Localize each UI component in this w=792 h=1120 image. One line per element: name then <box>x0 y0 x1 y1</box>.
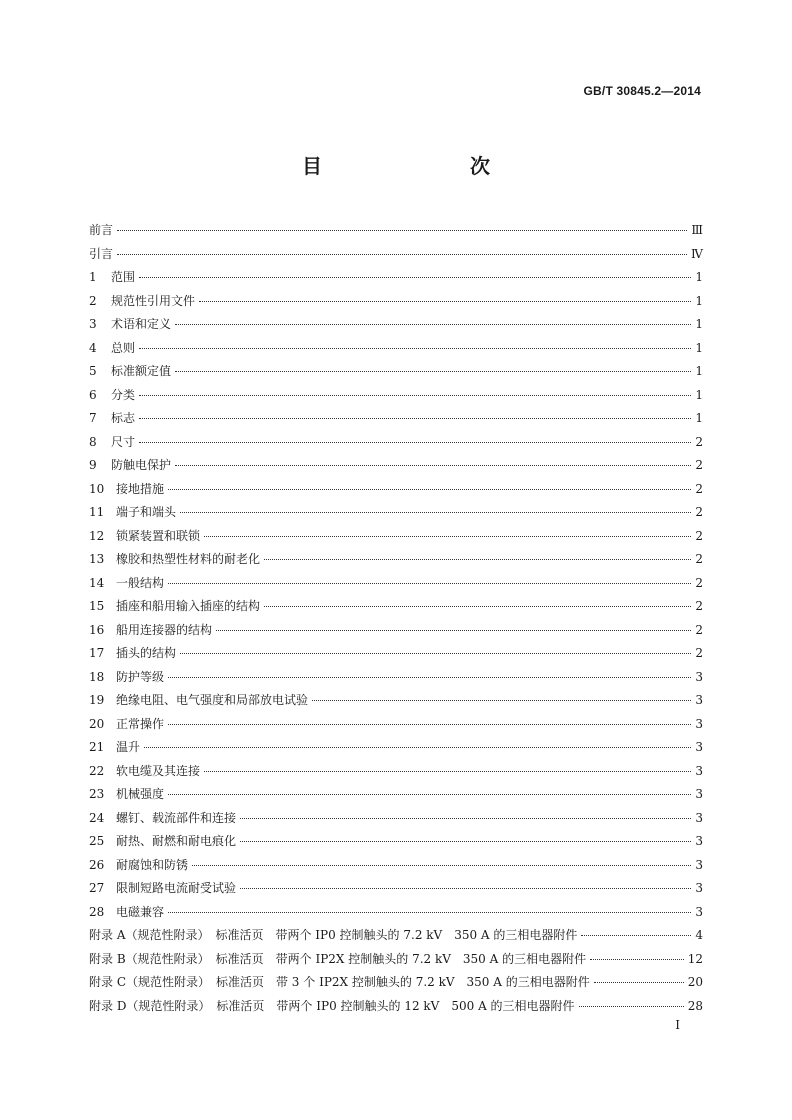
toc-entry-page: 2 <box>695 481 703 496</box>
dot-leader <box>139 418 691 419</box>
toc-entry[interactable] <box>89 783 703 807</box>
toc-entry[interactable] <box>89 642 703 666</box>
dot-leader <box>168 724 691 725</box>
toc-entry-label: 锁紧装置和联锁 <box>116 528 201 543</box>
toc-entry-page: 3 <box>695 763 703 778</box>
toc-entry-number: 20 <box>89 716 105 731</box>
toc-entry-number: 8 <box>89 434 97 449</box>
toc-entry-number: 15 <box>89 599 105 613</box>
toc-entry[interactable] <box>89 595 703 619</box>
toc-entry-number: 2 <box>89 293 97 308</box>
toc-entry-page: 1 <box>695 340 703 355</box>
dot-leader <box>240 841 691 842</box>
toc-entry-number: 24 <box>89 810 105 825</box>
toc-entry-label: 温升 <box>116 740 141 754</box>
toc-entry-label: 总则 <box>111 340 136 355</box>
toc-entry-label: 限制短路电流耐受试验 <box>116 881 237 895</box>
toc-entry-label: 耐热、耐燃和耐电痕化 <box>116 834 237 848</box>
dot-leader <box>117 254 687 255</box>
toc-entry-number: 22 <box>89 763 105 778</box>
toc-entry-label: 插座和船用输入插座的结构 <box>116 599 261 613</box>
toc-entry[interactable] <box>89 243 703 267</box>
toc-entry-label: 尺寸 <box>111 434 136 449</box>
dot-leader <box>590 959 684 960</box>
page-number: I <box>675 1018 680 1032</box>
toc-entry[interactable] <box>89 713 703 737</box>
toc-entry[interactable] <box>89 995 703 1019</box>
toc-entry[interactable] <box>89 407 703 431</box>
toc-entry-number: 28 <box>89 904 105 919</box>
toc-entry-label: 绝缘电阻、电气强度和局部放电试验 <box>116 693 309 707</box>
toc-entry-page: 2 <box>695 552 703 566</box>
dot-leader <box>180 512 691 513</box>
toc-entry-label: 附录 B（规范性附录） 标准活页 带两个 IP2X 控制触头的 7.2 kV 350 A 的三相电器附件 <box>89 951 587 966</box>
toc-entry[interactable] <box>89 971 703 995</box>
toc-entry[interactable] <box>89 337 703 361</box>
toc-entry-label: 接地措施 <box>116 481 165 496</box>
toc-entry[interactable] <box>89 431 703 455</box>
toc-entry[interactable] <box>89 548 703 572</box>
toc-entry-page: 2 <box>695 458 703 472</box>
dot-leader <box>139 348 691 349</box>
toc-entry-page: 3 <box>695 669 703 684</box>
toc-entry[interactable] <box>89 877 703 901</box>
toc-entry[interactable] <box>89 807 703 831</box>
toc-entry-page: Ⅲ <box>691 223 703 237</box>
toc-entry-label: 标志 <box>111 411 136 425</box>
toc-entry-label: 橡胶和热塑性材料的耐老化 <box>116 552 261 566</box>
toc-entry-label: 正常操作 <box>116 716 165 731</box>
toc-entry[interactable] <box>89 619 703 643</box>
dot-leader <box>168 489 691 490</box>
toc-entry-number: 3 <box>89 317 97 331</box>
toc-entry[interactable] <box>89 525 703 549</box>
toc-entry-label: 螺钉、载流部件和连接 <box>116 810 237 825</box>
toc-entry[interactable] <box>89 501 703 525</box>
toc-entry-number: 21 <box>89 740 105 754</box>
toc-entry-label: 一般结构 <box>116 575 165 590</box>
toc-entry-page: 3 <box>695 740 703 754</box>
toc-entry-page: Ⅳ <box>691 246 703 261</box>
toc-entry[interactable] <box>89 454 703 478</box>
toc-entry-number: 9 <box>89 458 97 472</box>
toc-entry-page: 2 <box>695 528 703 543</box>
toc-entry-number: 7 <box>89 411 97 425</box>
dot-leader <box>139 395 691 396</box>
toc-entry-number: 13 <box>89 552 105 566</box>
dot-leader <box>594 982 684 983</box>
toc-entry-page: 28 <box>687 998 703 1013</box>
dot-leader <box>204 771 691 772</box>
toc-entry-label: 耐腐蚀和防锈 <box>116 857 189 872</box>
toc-entry-page: 1 <box>695 317 703 331</box>
toc-entry-page: 2 <box>695 646 703 660</box>
toc-entry-page: 2 <box>695 575 703 590</box>
dot-leader <box>192 865 691 866</box>
toc-entry[interactable] <box>89 384 703 408</box>
toc-entry-page: 3 <box>695 834 703 848</box>
toc-entry-label: 防触电保护 <box>111 458 172 472</box>
toc-entry-page: 2 <box>695 434 703 449</box>
toc-entry[interactable] <box>89 290 703 314</box>
toc-entry-label: 附录 D（规范性附录） 标准活页 带两个 IP0 控制触头的 12 kV 500 A 的三相电器附件 <box>89 998 575 1013</box>
dot-leader <box>117 230 687 231</box>
toc-entry-number: 5 <box>89 364 97 378</box>
toc-entry-page: 3 <box>695 787 703 801</box>
dot-leader <box>216 630 691 631</box>
dot-leader <box>168 912 691 913</box>
dot-leader <box>240 888 691 889</box>
toc-entry[interactable] <box>89 572 703 596</box>
dot-leader <box>175 465 691 466</box>
dot-leader <box>168 794 691 795</box>
toc-entry-label: 电磁兼容 <box>116 904 165 919</box>
dot-leader <box>199 301 691 302</box>
dot-leader <box>144 747 691 748</box>
toc-entry-label: 端子和端头 <box>116 505 177 519</box>
table-of-contents <box>89 219 703 1018</box>
toc-entry-number: 6 <box>89 387 97 402</box>
toc-entry-label: 软电缆及其连接 <box>116 763 201 778</box>
toc-entry-page: 3 <box>695 810 703 825</box>
dot-leader <box>581 935 691 936</box>
toc-entry[interactable] <box>89 830 703 854</box>
dot-leader <box>139 442 691 443</box>
toc-entry-page: 4 <box>695 928 703 942</box>
dot-leader <box>204 536 691 537</box>
toc-entry[interactable] <box>89 266 703 290</box>
toc-entry-number: 17 <box>89 646 105 660</box>
dot-leader <box>168 583 691 584</box>
toc-entry[interactable] <box>89 948 703 972</box>
toc-entry-label: 前言 <box>89 223 114 237</box>
toc-entry[interactable] <box>89 666 703 690</box>
toc-entry-page: 3 <box>695 857 703 872</box>
dot-leader <box>139 277 691 278</box>
toc-entry-page: 3 <box>695 881 703 895</box>
toc-entry-label: 防护等级 <box>116 669 165 684</box>
toc-entry-page: 2 <box>695 599 703 613</box>
toc-entry-label: 标准额定值 <box>111 364 172 378</box>
dot-leader <box>579 1006 684 1007</box>
toc-entry-label: 机械强度 <box>116 787 165 801</box>
toc-entry-number: 19 <box>89 693 105 707</box>
toc-entry[interactable] <box>89 689 703 713</box>
toc-entry[interactable] <box>89 760 703 784</box>
toc-entry-page: 20 <box>687 975 703 989</box>
toc-entry[interactable] <box>89 736 703 760</box>
toc-entry[interactable] <box>89 924 703 948</box>
page-title: 目 次 <box>302 154 526 178</box>
toc-entry-number: 25 <box>89 834 105 848</box>
dot-leader <box>264 559 691 560</box>
standard-code: GB/T 30845.2—2014 <box>583 84 701 98</box>
toc-entry-number: 4 <box>89 340 97 355</box>
toc-entry-number: 23 <box>89 787 105 801</box>
toc-entry-page: 2 <box>695 622 703 637</box>
toc-entry-page: 1 <box>695 387 703 402</box>
toc-entry-number: 10 <box>89 481 105 496</box>
toc-entry-page: 12 <box>687 951 703 966</box>
toc-entry-page: 1 <box>695 270 703 284</box>
toc-entry-number: 27 <box>89 881 105 895</box>
dot-leader <box>240 818 691 819</box>
toc-entry-page: 1 <box>695 364 703 378</box>
toc-entry-page: 3 <box>695 904 703 919</box>
dot-leader <box>264 606 691 607</box>
toc-entry-number: 18 <box>89 669 105 684</box>
toc-entry-number: 14 <box>89 575 105 590</box>
toc-entry[interactable] <box>89 478 703 502</box>
toc-entry-label: 船用连接器的结构 <box>116 622 213 637</box>
toc-entry[interactable] <box>89 901 703 925</box>
toc-entry-page: 2 <box>695 505 703 519</box>
toc-entry-label: 术语和定义 <box>111 317 172 331</box>
toc-entry-number: 16 <box>89 622 105 637</box>
toc-entry-page: 3 <box>695 693 703 707</box>
toc-entry-label: 规范性引用文件 <box>111 293 196 308</box>
toc-entry-label: 引言 <box>89 246 114 261</box>
toc-entry-label: 分类 <box>111 387 136 402</box>
toc-entry-label: 插头的结构 <box>116 646 177 660</box>
toc-entry-label: 附录 C（规范性附录） 标准活页 带 3 个 IP2X 控制触头的 7.2 kV 350 A 的三相电器附件 <box>89 975 590 989</box>
dot-leader <box>175 324 691 325</box>
dot-leader <box>168 677 691 678</box>
toc-entry-label: 附录 A（规范性附录） 标准活页 带两个 IP0 控制触头的 7.2 kV 350 A 的三相电器附件 <box>89 928 578 942</box>
toc-entry[interactable] <box>89 313 703 337</box>
toc-entry-number: 26 <box>89 857 105 872</box>
dot-leader <box>180 653 691 654</box>
toc-entry-page: 3 <box>695 716 703 731</box>
toc-entry-number: 1 <box>89 270 97 284</box>
toc-entry-page: 1 <box>695 411 703 425</box>
toc-entry-page: 1 <box>695 293 703 308</box>
toc-entry[interactable] <box>89 219 703 243</box>
toc-entry-number: 12 <box>89 528 105 543</box>
toc-entry-label: 范围 <box>111 270 136 284</box>
dot-leader <box>175 371 691 372</box>
toc-entry[interactable] <box>89 854 703 878</box>
dot-leader <box>312 700 691 701</box>
toc-entry-number: 11 <box>89 505 105 519</box>
toc-entry[interactable] <box>89 360 703 384</box>
